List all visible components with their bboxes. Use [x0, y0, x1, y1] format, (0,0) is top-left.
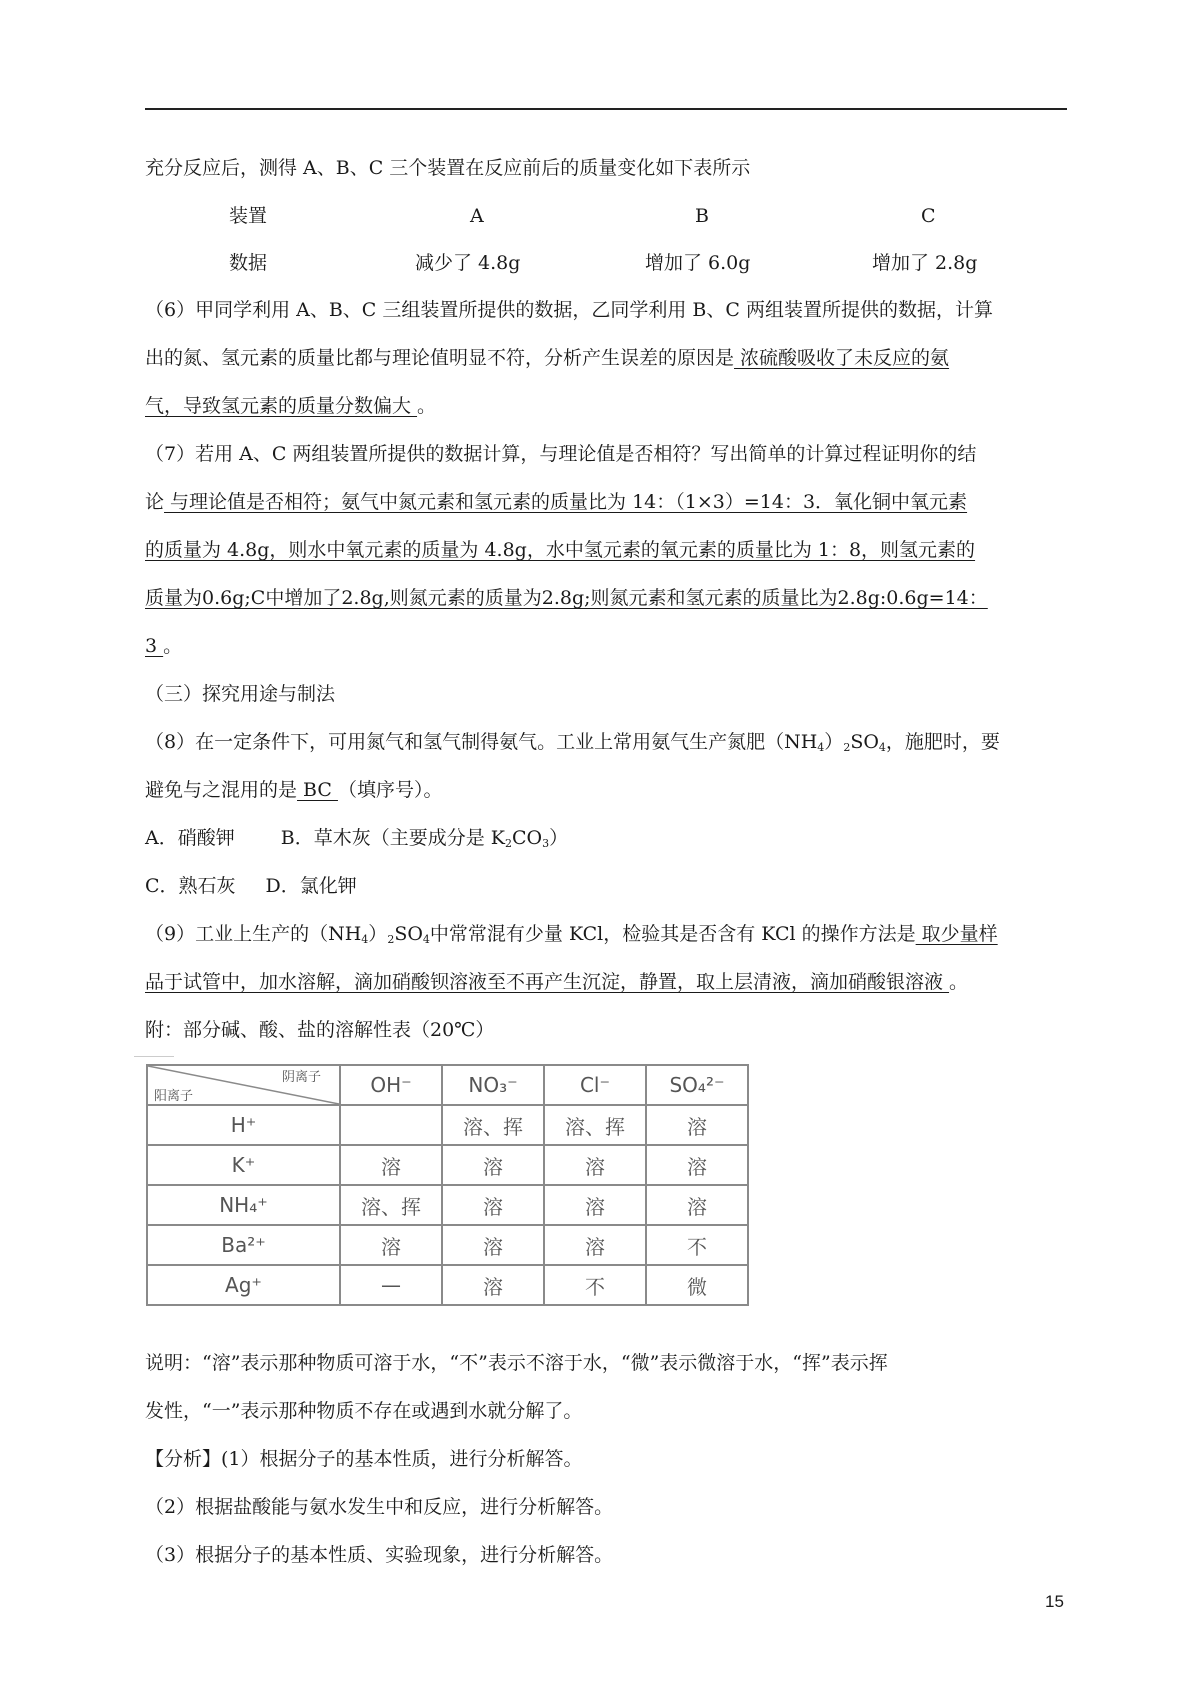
cell: 溶	[442, 1225, 544, 1265]
cell: 溶	[544, 1185, 646, 1225]
mass-data-c: 增加了 2.8g	[872, 252, 978, 274]
cell: 溶	[646, 1185, 748, 1225]
q6-line2: 出的氮、氢元素的质量比都与理论值明显不符，分析产生误差的原因是 浓硫酸吸收了未反应的氨	[145, 347, 950, 369]
mass-header-device: 装置	[229, 205, 268, 227]
q8-option-b: B．草木灰（主要成分是 $K_2CO_3$）	[280, 827, 569, 850]
row-ion: Ag⁺	[147, 1265, 340, 1305]
analysis-line2: （2）根据盐酸能与氨水发生中和反应，进行分析解答。	[145, 1496, 614, 1518]
row-ion: H⁺	[147, 1105, 340, 1145]
cell: 溶	[442, 1185, 544, 1225]
q8-option-d: D．氯化钾	[265, 875, 357, 897]
q9-answer-part1: 取少量样	[915, 923, 998, 945]
q6-line3: 气，导致氢元素的质量分数偏大 。	[145, 395, 437, 417]
cell: 溶	[646, 1145, 748, 1185]
appendix-title: 附：部分碱、酸、盐的溶解性表（20℃）	[145, 1019, 495, 1041]
q7-answer-part2: 的质量为 4.8g，则水中氧元素的质量为 4.8g，水中氢元素的氧元素的质量比为 1：8，则氢元素的	[145, 539, 976, 561]
mass-data-b: 增加了 6.0g	[645, 252, 751, 274]
mass-header-c: C	[921, 205, 936, 227]
note-line1: 说明：“溶”表示那种物质可溶于水，“不”表示不溶于水，“微”表示微溶于水，“挥”表示挥	[145, 1352, 888, 1374]
table-row	[147, 1145, 748, 1185]
cell: 溶	[646, 1105, 748, 1145]
q7-line5: 3 。	[145, 635, 183, 657]
cell: 溶	[442, 1265, 544, 1305]
q7-answer-part3: 质量为0.6g;C中增加了2.8g,则氮元素的质量为2.8g;则氮元素和氢元素的质量比为2.8g:0.6g=14：	[145, 587, 988, 609]
table-row	[147, 1225, 748, 1265]
table-row	[147, 1265, 748, 1305]
cell: 溶	[442, 1145, 544, 1185]
q7-line1: （7）若用 A、C 两组装置所提供的数据计算，与理论值是否相符？写出简单的计算过程证明你的结	[145, 443, 977, 465]
cell: 微	[646, 1265, 748, 1305]
analysis-line1: 【分析】(1）根据分子的基本性质，进行分析解答。	[145, 1448, 583, 1470]
solubility-table	[146, 1064, 749, 1306]
cell: 溶	[544, 1225, 646, 1265]
cell: 不	[646, 1225, 748, 1265]
header-no3: NO₃⁻	[442, 1065, 544, 1105]
cell: 溶、挥	[442, 1105, 544, 1145]
cell: 溶	[340, 1145, 442, 1185]
q9-answer-part2: 品于试管中，加水溶解，滴加硝酸钡溶液至不再产生沉淀，静置，取上层清液，滴加硝酸银溶液	[145, 971, 950, 993]
q8-line1: （8）在一定条件下，可用氮气和氢气制得氨气。工业上常用氨气生产氮肥$(NH_4)_2SO_4$，施肥时，要	[145, 731, 1000, 754]
table-row	[147, 1105, 748, 1145]
note-line2: 发性，“一”表示那种物质不存在或遇到水就分解了。	[145, 1400, 583, 1422]
mass-data-a: 减少了 4.8g	[415, 252, 521, 274]
q6-answer-part1: 浓硫酸吸收了未反应的氨	[734, 347, 950, 369]
q8-option-c: C．熟石灰	[145, 875, 236, 897]
row-ion: NH₄⁺	[147, 1185, 340, 1225]
q7-line2: 论 与理论值是否相符；氨气中氮元素和氢元素的质量比为 14：（1×3）=14：3．氧化铜中氧元素	[145, 491, 968, 513]
mass-data-label: 数据	[229, 252, 268, 274]
header-rule	[145, 108, 1067, 110]
header-so4: SO₄²⁻	[646, 1065, 748, 1105]
cell: 不	[544, 1265, 646, 1305]
q6-answer-part2: 气，导致氢元素的质量分数偏大	[145, 395, 418, 417]
header-oh: OH⁻	[340, 1065, 442, 1105]
cell	[340, 1105, 442, 1145]
q9-line2: 品于试管中，加水溶解，滴加硝酸钡溶液至不再产生沉淀，静置，取上层清液，滴加硝酸银溶液 。	[145, 971, 969, 993]
q8-answer: BC	[297, 779, 338, 801]
section-3-heading: （三）探究用途与制法	[145, 683, 336, 705]
q8-options-cd	[145, 872, 1075, 900]
q6-line1: （6）甲同学利用 A、B、C 三组装置所提供的数据，乙同学利用 B、C 两组装置所提供的数据，计算	[145, 299, 993, 321]
table-corner	[147, 1065, 340, 1105]
intro-text: 充分反应后，测得 A、B、C 三个装置在反应前后的质量变化如下表所示	[145, 157, 751, 179]
image-artifact	[134, 1056, 174, 1057]
cation-label: 阳离子	[154, 1089, 194, 1104]
header-cl: Cl⁻	[544, 1065, 646, 1105]
cell: 溶、挥	[544, 1105, 646, 1145]
cell: —	[340, 1265, 442, 1305]
q8-option-a: A．硝酸钾	[145, 827, 235, 849]
row-ion: K⁺	[147, 1145, 340, 1185]
cell: 溶	[544, 1145, 646, 1185]
q7-answer-part4: 3	[145, 635, 164, 657]
page-number: 15	[1045, 1592, 1064, 1611]
q8-line2: 避免与之混用的是 BC （填序号）。	[145, 779, 443, 801]
cell: 溶、挥	[340, 1185, 442, 1225]
q7-answer-part1: 与理论值是否相符；氨气中氮元素和氢元素的质量比为 14：（1×3）=14：3．氧化铜中氧元素	[164, 491, 968, 513]
q8-options-ab	[145, 824, 1075, 858]
analysis-line3: （3）根据分子的基本性质、实验现象，进行分析解答。	[145, 1544, 614, 1566]
cell: 溶	[340, 1225, 442, 1265]
table-row	[147, 1185, 748, 1225]
mass-header-a: A	[470, 205, 484, 227]
row-ion: Ba²⁺	[147, 1225, 340, 1265]
mass-header-b: B	[695, 205, 709, 227]
q9-line1: （9）工业上生产的$(NH_4)_2SO_4$中常常混有少量 KCl，检验其是否含有 KCl 的操作方法是 取少量样	[145, 923, 998, 946]
anion-label: 阴离子	[281, 1070, 321, 1085]
